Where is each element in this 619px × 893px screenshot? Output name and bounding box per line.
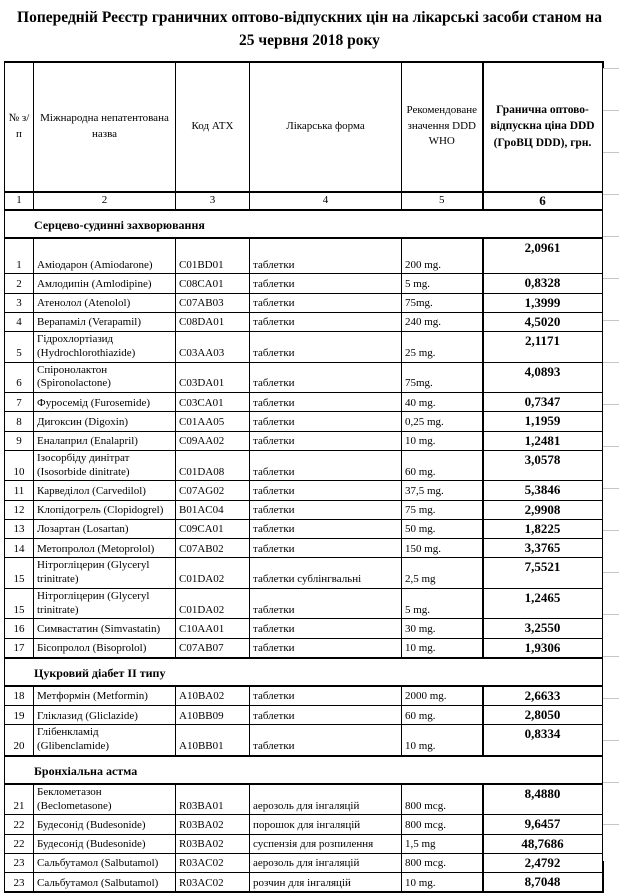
row-number-cell: 8 — [5, 412, 34, 431]
ddd-cell: 37,5 mg. — [402, 481, 483, 500]
section-title: Серцево-судинні захворювання — [5, 210, 603, 238]
dosage-form-cell: таблетки — [250, 686, 402, 706]
ddd-cell: 200 mg. — [402, 238, 483, 274]
inn-cell: Сальбутамол (Salbutamol) — [34, 873, 176, 893]
dosage-form-cell: таблетки — [250, 238, 402, 274]
row-number-cell: 10 — [5, 450, 34, 481]
atc-code-cell: C08CA01 — [176, 274, 250, 293]
inn-cell: Нітрогліцерин (Glyceryl trinitrate) — [34, 588, 176, 619]
table-row — [5, 500, 603, 519]
ddd-cell: 10 mg. — [402, 873, 483, 893]
atc-code-cell: B01AC04 — [176, 500, 250, 519]
column-number: 3 — [176, 192, 250, 210]
ddd-cell: 800 mcg. — [402, 853, 483, 872]
ddd-cell: 2,5 mg — [402, 558, 483, 589]
price-cell: 3,0578 — [483, 450, 603, 481]
ddd-cell: 0,25 mg. — [402, 412, 483, 431]
section-row — [5, 756, 603, 784]
price-cell: 2,4792 — [483, 853, 603, 872]
page-title-line1: Попередній Реєстр граничних оптово-відпускних цін на лікарські засоби станом на — [8, 6, 611, 29]
dosage-form-cell: таблетки — [250, 332, 402, 363]
inn-cell: Лозартан (Losartan) — [34, 519, 176, 538]
row-number-cell: 1 — [5, 238, 34, 274]
table-row — [5, 412, 603, 431]
ddd-cell: 75mg. — [402, 362, 483, 393]
ddd-cell: 25 mg. — [402, 332, 483, 363]
dosage-form-cell: розчин для інгаляцій — [250, 873, 402, 893]
atc-code-cell: C10AA01 — [176, 619, 250, 638]
table-row — [5, 539, 603, 558]
dosage-form-cell: аерозоль для інгаляцій — [250, 853, 402, 872]
inn-cell: Атенолол (Atenolol) — [34, 293, 176, 312]
column-number: 4 — [250, 192, 402, 210]
row-number-cell: 15 — [5, 558, 34, 589]
atc-code-cell: C03DA01 — [176, 362, 250, 393]
row-number-cell: 22 — [5, 815, 34, 834]
dosage-form-cell: таблетки — [250, 393, 402, 412]
table-row — [5, 588, 603, 619]
inn-cell: Симвастатин (Simvastatin) — [34, 619, 176, 638]
header-inn: Міжнародна непатентована назва — [34, 62, 176, 192]
atc-code-cell: C01DA02 — [176, 558, 250, 589]
table-row — [5, 362, 603, 393]
page-title — [8, 6, 611, 53]
price-cell: 2,8050 — [483, 706, 603, 725]
price-cell: 1,2481 — [483, 431, 603, 450]
atc-code-cell: R03AC02 — [176, 853, 250, 872]
atc-code-cell: A10BA02 — [176, 686, 250, 706]
atc-code-cell: C01AA05 — [176, 412, 250, 431]
ddd-cell: 800 mcg. — [402, 815, 483, 834]
atc-code-cell: R03AC02 — [176, 873, 250, 893]
header-row — [5, 62, 603, 192]
row-number-cell: 23 — [5, 873, 34, 893]
price-cell: 3,2550 — [483, 619, 603, 638]
price-cell: 8,4880 — [483, 784, 603, 815]
table-row — [5, 274, 603, 293]
inn-cell: Клопідогрель (Clopidogrel) — [34, 500, 176, 519]
atc-code-cell: C01DA08 — [176, 450, 250, 481]
dosage-form-cell: таблетки — [250, 450, 402, 481]
inn-cell: Ізосорбіду динітрат (Isosorbide dinitrate) — [34, 450, 176, 481]
ddd-cell: 2000 mg. — [402, 686, 483, 706]
price-cell: 1,3999 — [483, 293, 603, 312]
row-number-cell: 12 — [5, 500, 34, 519]
ddd-cell: 60 mg. — [402, 706, 483, 725]
inn-cell: Нітрогліцерин (Glyceryl trinitrate) — [34, 558, 176, 589]
ddd-cell: 10 mg. — [402, 431, 483, 450]
dosage-form-cell: порошок для інгаляцій — [250, 815, 402, 834]
header-ddd: Рекомендоване значення DDD WHO — [402, 62, 483, 192]
inn-cell: Метопролол (Metoprolol) — [34, 539, 176, 558]
inn-cell: Будесонід (Budesonide) — [34, 815, 176, 834]
price-cell: 7,5521 — [483, 558, 603, 589]
row-number-cell: 15 — [5, 588, 34, 619]
ddd-cell: 10 mg. — [402, 638, 483, 658]
atc-code-cell: A10BB01 — [176, 725, 250, 756]
price-cell: 0,7347 — [483, 393, 603, 412]
price-cell: 1,8225 — [483, 519, 603, 538]
table-row — [5, 815, 603, 834]
header-form: Лікарська форма — [250, 62, 402, 192]
price-cell: 5,3846 — [483, 481, 603, 500]
ddd-cell: 60 mg. — [402, 450, 483, 481]
ddd-cell: 240 mg. — [402, 312, 483, 331]
header-atc: Код АТХ — [176, 62, 250, 192]
price-register-table — [4, 61, 604, 893]
ddd-cell: 50 mg. — [402, 519, 483, 538]
dosage-form-cell: таблетки — [250, 519, 402, 538]
row-number-cell: 14 — [5, 539, 34, 558]
row-number-cell: 18 — [5, 686, 34, 706]
inn-cell: Гідрохлортіазид (Hydrochlorothiazide) — [34, 332, 176, 363]
ddd-cell: 5 mg. — [402, 274, 483, 293]
row-number-cell: 2 — [5, 274, 34, 293]
dosage-form-cell: таблетки — [250, 706, 402, 725]
table-row — [5, 784, 603, 815]
column-number: 1 — [5, 192, 34, 210]
table-row — [5, 238, 603, 274]
table-row — [5, 853, 603, 872]
inn-cell: Спіронолактон (Spironolactone) — [34, 362, 176, 393]
atc-code-cell: C03CA01 — [176, 393, 250, 412]
inn-cell: Аміодарон (Amiodarone) — [34, 238, 176, 274]
header-price: Гранична оптово-відпускна ціна DDD (ГроВЦ DDD), грн. — [483, 62, 603, 192]
ddd-cell: 150 mg. — [402, 539, 483, 558]
table-row — [5, 725, 603, 756]
ddd-cell: 30 mg. — [402, 619, 483, 638]
inn-cell: Амлодипін (Amlodipine) — [34, 274, 176, 293]
price-cell: 2,9908 — [483, 500, 603, 519]
inn-cell: Карведілол (Carvedilol) — [34, 481, 176, 500]
table-row — [5, 519, 603, 538]
atc-code-cell: C07AB03 — [176, 293, 250, 312]
price-cell: 1,2465 — [483, 588, 603, 619]
header-num: № з/п — [5, 62, 34, 192]
dosage-form-cell: таблетки — [250, 481, 402, 500]
atc-code-cell: C01DA02 — [176, 588, 250, 619]
price-cell: 8,7048 — [483, 873, 603, 893]
scan-edge-strip — [603, 68, 619, 861]
dosage-form-cell: таблетки сублінгвальні — [250, 558, 402, 589]
inn-cell: Еналаприл (Enalapril) — [34, 431, 176, 450]
row-number-cell: 6 — [5, 362, 34, 393]
row-number-cell: 23 — [5, 853, 34, 872]
price-cell: 2,6633 — [483, 686, 603, 706]
row-number-cell: 13 — [5, 519, 34, 538]
ddd-cell: 40 mg. — [402, 393, 483, 412]
atc-code-cell: R03BA02 — [176, 834, 250, 853]
inn-cell: Метформін (Metformin) — [34, 686, 176, 706]
dosage-form-cell: таблетки — [250, 362, 402, 393]
price-cell: 4,0893 — [483, 362, 603, 393]
dosage-form-cell: таблетки — [250, 312, 402, 331]
price-cell: 9,6457 — [483, 815, 603, 834]
inn-cell: Верапаміл (Verapamil) — [34, 312, 176, 331]
inn-cell: Будесонід (Budesonide) — [34, 834, 176, 853]
table-row — [5, 393, 603, 412]
dosage-form-cell: таблетки — [250, 588, 402, 619]
atc-code-cell: C08DA01 — [176, 312, 250, 331]
table-row — [5, 481, 603, 500]
inn-cell: Гліклазид (Gliclazide) — [34, 706, 176, 725]
table-row — [5, 312, 603, 331]
table-body — [5, 210, 603, 893]
atc-code-cell: A10BB09 — [176, 706, 250, 725]
price-cell: 3,3765 — [483, 539, 603, 558]
dosage-form-cell: таблетки — [250, 638, 402, 658]
price-cell: 2,1171 — [483, 332, 603, 363]
table-row — [5, 706, 603, 725]
table-row — [5, 431, 603, 450]
page-title-line2: 25 червня 2018 року — [8, 29, 611, 52]
dosage-form-cell: таблетки — [250, 539, 402, 558]
column-number: 5 — [402, 192, 483, 210]
atc-code-cell: C09CA01 — [176, 519, 250, 538]
price-cell: 48,7686 — [483, 834, 603, 853]
row-number-cell: 16 — [5, 619, 34, 638]
row-number-cell: 9 — [5, 431, 34, 450]
ddd-cell: 75 mg. — [402, 500, 483, 519]
inn-cell: Сальбутамол (Salbutamol) — [34, 853, 176, 872]
section-title: Цукровий діабет II типу — [5, 658, 603, 686]
atc-code-cell: R03BA01 — [176, 784, 250, 815]
inn-cell: Беклометазон (Beclometasone) — [34, 784, 176, 815]
ddd-cell: 5 mg. — [402, 588, 483, 619]
ddd-cell: 800 mcg. — [402, 784, 483, 815]
price-cell: 2,0961 — [483, 238, 603, 274]
table-row — [5, 873, 603, 893]
atc-code-cell: C09AA02 — [176, 431, 250, 450]
row-number-cell: 11 — [5, 481, 34, 500]
dosage-form-cell: аерозоль для інгаляцій — [250, 784, 402, 815]
section-row — [5, 210, 603, 238]
inn-cell: Глібенкламід (Glibenclamide) — [34, 725, 176, 756]
row-number-cell: 19 — [5, 706, 34, 725]
column-number-row — [5, 192, 603, 210]
inn-cell: Бісопролол (Bisoprolol) — [34, 638, 176, 658]
ddd-cell: 75mg. — [402, 293, 483, 312]
section-title: Бронхіальна астма — [5, 756, 603, 784]
inn-cell: Дигоксин (Digoxin) — [34, 412, 176, 431]
price-cell: 1,1959 — [483, 412, 603, 431]
row-number-cell: 4 — [5, 312, 34, 331]
atc-code-cell: R03BA02 — [176, 815, 250, 834]
dosage-form-cell: таблетки — [250, 412, 402, 431]
dosage-form-cell: таблетки — [250, 619, 402, 638]
table-row — [5, 558, 603, 589]
table-row — [5, 450, 603, 481]
table-row — [5, 638, 603, 658]
price-cell: 4,5020 — [483, 312, 603, 331]
atc-code-cell: C07AB02 — [176, 539, 250, 558]
ddd-cell: 10 mg. — [402, 725, 483, 756]
table-row — [5, 293, 603, 312]
row-number-cell: 21 — [5, 784, 34, 815]
column-number: 6 — [483, 192, 603, 210]
row-number-cell: 20 — [5, 725, 34, 756]
section-row — [5, 658, 603, 686]
dosage-form-cell: таблетки — [250, 293, 402, 312]
row-number-cell: 5 — [5, 332, 34, 363]
dosage-form-cell: таблетки — [250, 274, 402, 293]
row-number-cell: 17 — [5, 638, 34, 658]
dosage-form-cell: таблетки — [250, 431, 402, 450]
price-cell: 0,8328 — [483, 274, 603, 293]
atc-code-cell: C01BD01 — [176, 238, 250, 274]
row-number-cell: 22 — [5, 834, 34, 853]
atc-code-cell: C07AG02 — [176, 481, 250, 500]
inn-cell: Фуросемід (Furosemide) — [34, 393, 176, 412]
table-row — [5, 834, 603, 853]
dosage-form-cell: таблетки — [250, 500, 402, 519]
row-number-cell: 7 — [5, 393, 34, 412]
ddd-cell: 1,5 mg — [402, 834, 483, 853]
column-number: 2 — [34, 192, 176, 210]
table-row — [5, 619, 603, 638]
dosage-form-cell: суспензія для розпилення — [250, 834, 402, 853]
atc-code-cell: C03AA03 — [176, 332, 250, 363]
price-cell: 1,9306 — [483, 638, 603, 658]
table-row — [5, 686, 603, 706]
table-row — [5, 332, 603, 363]
dosage-form-cell: таблетки — [250, 725, 402, 756]
atc-code-cell: C07AB07 — [176, 638, 250, 658]
row-number-cell: 3 — [5, 293, 34, 312]
price-cell: 0,8334 — [483, 725, 603, 756]
